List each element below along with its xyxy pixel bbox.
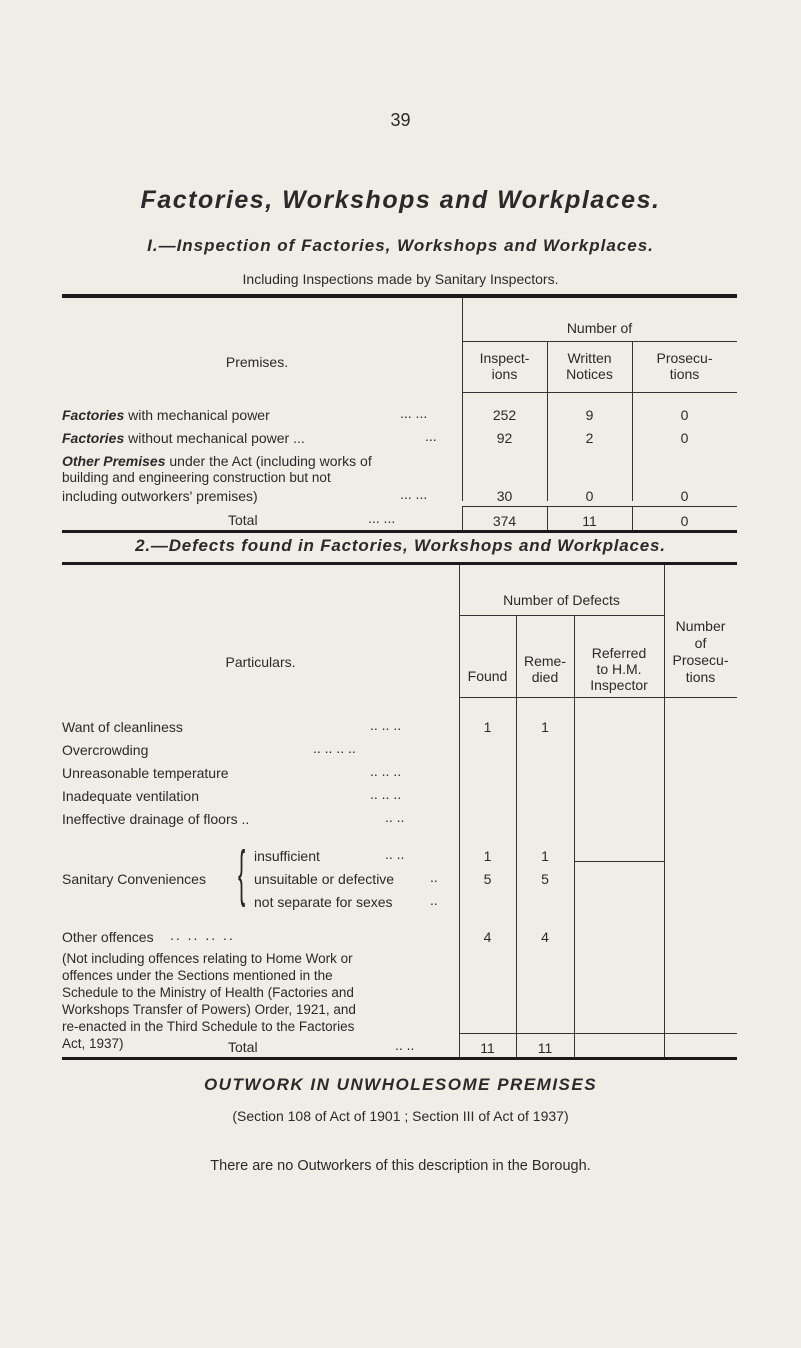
cell-notices: 2 xyxy=(585,430,594,446)
table2-vline-4-head xyxy=(664,565,665,697)
total-remedied: 11 xyxy=(537,1040,553,1056)
table1-vline-1 xyxy=(462,298,463,501)
row-label-bold: Other Premises xyxy=(62,453,166,469)
col-notices-header: Written Notices xyxy=(566,350,613,382)
table2-total-divider xyxy=(459,1033,737,1034)
table2-vline-total-3 xyxy=(574,1033,575,1057)
leader-dots: .. .. .. xyxy=(370,786,402,802)
col-found-header: Found xyxy=(467,668,508,684)
leader-dots: .. .. xyxy=(395,1037,415,1053)
outwork-heading: OUTWORK IN UNWHOLESOME PREMISES xyxy=(203,1075,598,1094)
defects-group-divider xyxy=(459,615,664,616)
page-title: Factories, Workshops and Workplaces. xyxy=(140,186,661,214)
leader-dots: .. .. .. .. xyxy=(170,927,235,943)
leader-dots: .. .. .. xyxy=(370,763,402,779)
cell-prosecutions: 0 xyxy=(680,407,689,423)
leader-dots: .. xyxy=(430,869,438,885)
col-premises-header: Premises. xyxy=(225,354,289,370)
cell-found: 1 xyxy=(483,719,492,735)
row-label: not separate for sexes xyxy=(254,894,393,910)
table2-vline-2 xyxy=(516,697,517,1033)
row-label: under the Act (including works of xyxy=(165,453,372,469)
total-label: Total xyxy=(228,1039,258,1055)
outwork-subheading: (Section 108 of Act of 1901 ; Section III of Act of 1937) xyxy=(232,1108,569,1124)
row-label: Unreasonable temperature xyxy=(62,765,229,781)
table1-top-rule xyxy=(62,294,737,298)
cell-remedied: 1 xyxy=(541,848,549,864)
cell-found: 4 xyxy=(483,929,492,945)
leader-dots: .. .. xyxy=(385,809,405,825)
col-defects-group-header: Number of Defects xyxy=(503,592,620,608)
section1-heading: I.—Inspection of Factories, Workshops and Workplaces. xyxy=(147,236,654,255)
leader-dots: ... ... xyxy=(368,510,396,526)
table1-bottom-rule xyxy=(62,530,737,533)
row-label-line2: building and engineering construction but not xyxy=(62,470,331,485)
leader-dots: ... ... xyxy=(400,405,428,421)
cell-remedied: 4 xyxy=(541,929,549,945)
cell-notices: 0 xyxy=(585,488,594,504)
cell-found: 1 xyxy=(483,848,492,864)
cell-remedied: 1 xyxy=(541,719,549,735)
total-divider xyxy=(462,506,737,507)
table2-vline-3-head xyxy=(574,615,575,697)
table2-vline-3 xyxy=(574,697,575,1033)
brace-icon: { xyxy=(238,839,246,908)
leader-dots: .. xyxy=(430,892,438,908)
cell-inspections: 252 xyxy=(492,407,517,423)
row-label-line3: including outworkers' premises) xyxy=(62,488,258,504)
sanitary-label: Sanitary Conveniences xyxy=(62,871,206,887)
col-inspections-header: Inspect- ions xyxy=(479,350,530,382)
cell-inspections: 30 xyxy=(496,488,513,504)
section1-subheading: Including Inspections made by Sanitary Inspectors. xyxy=(242,271,559,287)
other-offences-note: (Not including offences relating to Home Work or offences under the Sections mentioned in the Schedule to the Ministry of Health (Factories and Workshops Transfer of Powers) Order, 1921, and re-enacted in the Third Schedule to the Factories Act, 1937) xyxy=(62,951,356,1051)
row-label: without mechanical power ... xyxy=(124,430,305,446)
row-label-bold: Factories xyxy=(62,407,125,423)
col-particulars-header: Particulars. xyxy=(225,654,296,670)
row-label: Other offences xyxy=(62,929,154,945)
cell-prosecutions: 0 xyxy=(680,488,689,504)
header-divider xyxy=(462,341,737,342)
header-bottom-line xyxy=(462,392,737,393)
leader-dots: ... xyxy=(425,428,437,444)
row-label: Overcrowding xyxy=(62,742,149,758)
cell-remedied: 5 xyxy=(541,871,549,887)
row-label-bold: Factories xyxy=(62,430,125,446)
table2-bottom-rule xyxy=(62,1057,737,1060)
page-number: 39 xyxy=(390,110,411,130)
col-referred-header: Referred to H.M. Inspector xyxy=(590,645,648,693)
table2-header-bottom xyxy=(459,697,737,698)
cell-notices: 9 xyxy=(585,407,594,423)
total-notices: 11 xyxy=(582,513,597,529)
cell-inspections: 92 xyxy=(496,430,513,446)
table2-vline-2-head xyxy=(516,615,517,697)
outwork-note: There are no Outworkers of this description in the Borough. xyxy=(210,1158,591,1174)
leader-dots: .. .. .. xyxy=(370,717,402,733)
total-found: 11 xyxy=(480,1040,495,1056)
col-prosecutions-header: Number of Prosecu- tions xyxy=(672,618,729,685)
cell-prosecutions: 0 xyxy=(680,430,689,446)
row-label: Want of cleanliness xyxy=(62,719,183,735)
row-label: Ineffective drainage of floors .. xyxy=(62,811,250,827)
row-label: with mechanical power xyxy=(124,407,270,423)
col-prosecutions-header: Prosecu- tions xyxy=(656,350,713,382)
section2-heading: 2.—Defects found in Factories, Workshops and Workplaces. xyxy=(135,536,666,555)
table2-vline-1 xyxy=(459,565,460,1033)
total-label: Total xyxy=(228,512,258,528)
table2-top-rule xyxy=(62,562,737,565)
leader-dots: .. .. xyxy=(385,846,405,862)
row-label: unsuitable or defective xyxy=(254,871,395,887)
total-inspections: 374 xyxy=(492,513,517,529)
leader-dots: .. .. .. .. xyxy=(313,740,356,756)
leader-dots: ... ... xyxy=(400,486,428,502)
row-label: Inadequate ventilation xyxy=(62,788,199,804)
col-remedied-header: Reme- died xyxy=(523,653,566,685)
total-prosecutions: 0 xyxy=(680,513,689,529)
col-number-of-header: Number of xyxy=(566,320,633,336)
table2-vline-4 xyxy=(664,697,665,1033)
referred-divider xyxy=(574,861,664,862)
row-label: insufficient xyxy=(254,848,320,864)
cell-found: 5 xyxy=(483,871,492,887)
table2-vline-total-4 xyxy=(664,1033,665,1057)
